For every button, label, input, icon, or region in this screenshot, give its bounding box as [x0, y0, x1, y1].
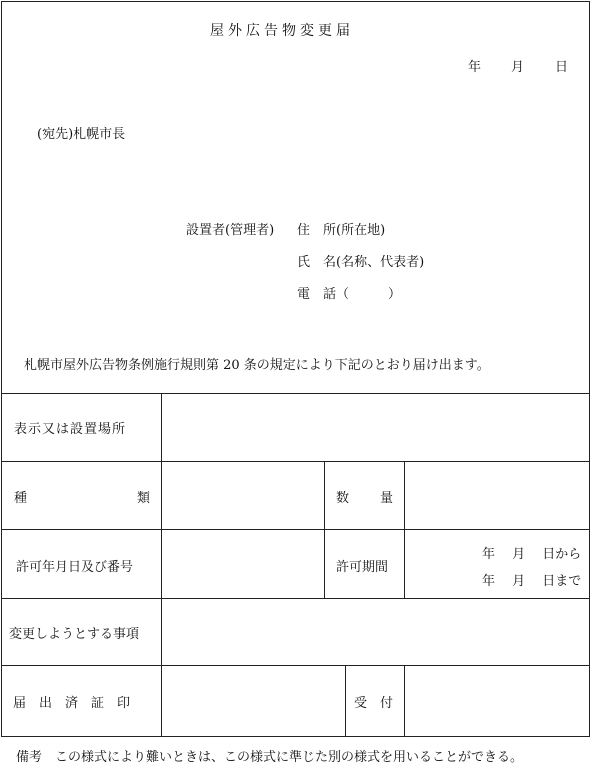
period-from: 年 月 日から [482, 547, 582, 562]
row-divider [1, 598, 590, 599]
column-divider [324, 461, 325, 598]
date-day-label: 日 [555, 60, 569, 75]
date-month-label: 月 [511, 60, 525, 75]
row-divider [1, 461, 590, 462]
type-label-first: 種 [14, 491, 28, 506]
reception-label-first: 受 [354, 696, 368, 711]
type-label-second: 類 [137, 491, 151, 506]
reception-label-second: 付 [380, 696, 394, 711]
name-label: 氏 名(名称、代表者) [297, 255, 425, 270]
table-top-rule [1, 393, 590, 394]
row-divider [1, 665, 590, 666]
permit-date-number-label: 許可年月日及び番号 [16, 560, 134, 575]
label-column-divider [161, 393, 162, 737]
column-divider [345, 665, 346, 737]
addressee: (宛先)札幌市長 [37, 127, 126, 142]
period-to: 年 月 日まで [482, 574, 582, 589]
address-label: 住 所(所在地) [297, 223, 386, 238]
statement-text: 札幌市屋外広告物条例施行規則第 20 条の規定により下記のとおり届け出ます。 [24, 358, 490, 373]
column-divider [404, 665, 405, 737]
stamp-label: 届 出 済 証 印 [13, 696, 131, 711]
row-divider [1, 529, 590, 530]
form-title: 屋外広告物変更届 [210, 23, 354, 39]
location-label: 表示又は設置場所 [14, 422, 127, 437]
remarks-note: 備考 この様式により難いときは、この様式に準じた別の様式を用いることができる。 [16, 750, 524, 765]
quantity-label-second: 量 [380, 491, 394, 506]
quantity-label-first: 数 [336, 491, 350, 506]
permit-period-label: 許可期間 [336, 560, 389, 575]
phone-label: 電 話（ ） [297, 287, 402, 302]
applicant-role-label: 設置者(管理者) [186, 223, 275, 238]
date-year-label: 年 [468, 60, 482, 75]
change-items-label: 変更しようとする事項 [9, 627, 140, 642]
column-divider [404, 461, 405, 598]
